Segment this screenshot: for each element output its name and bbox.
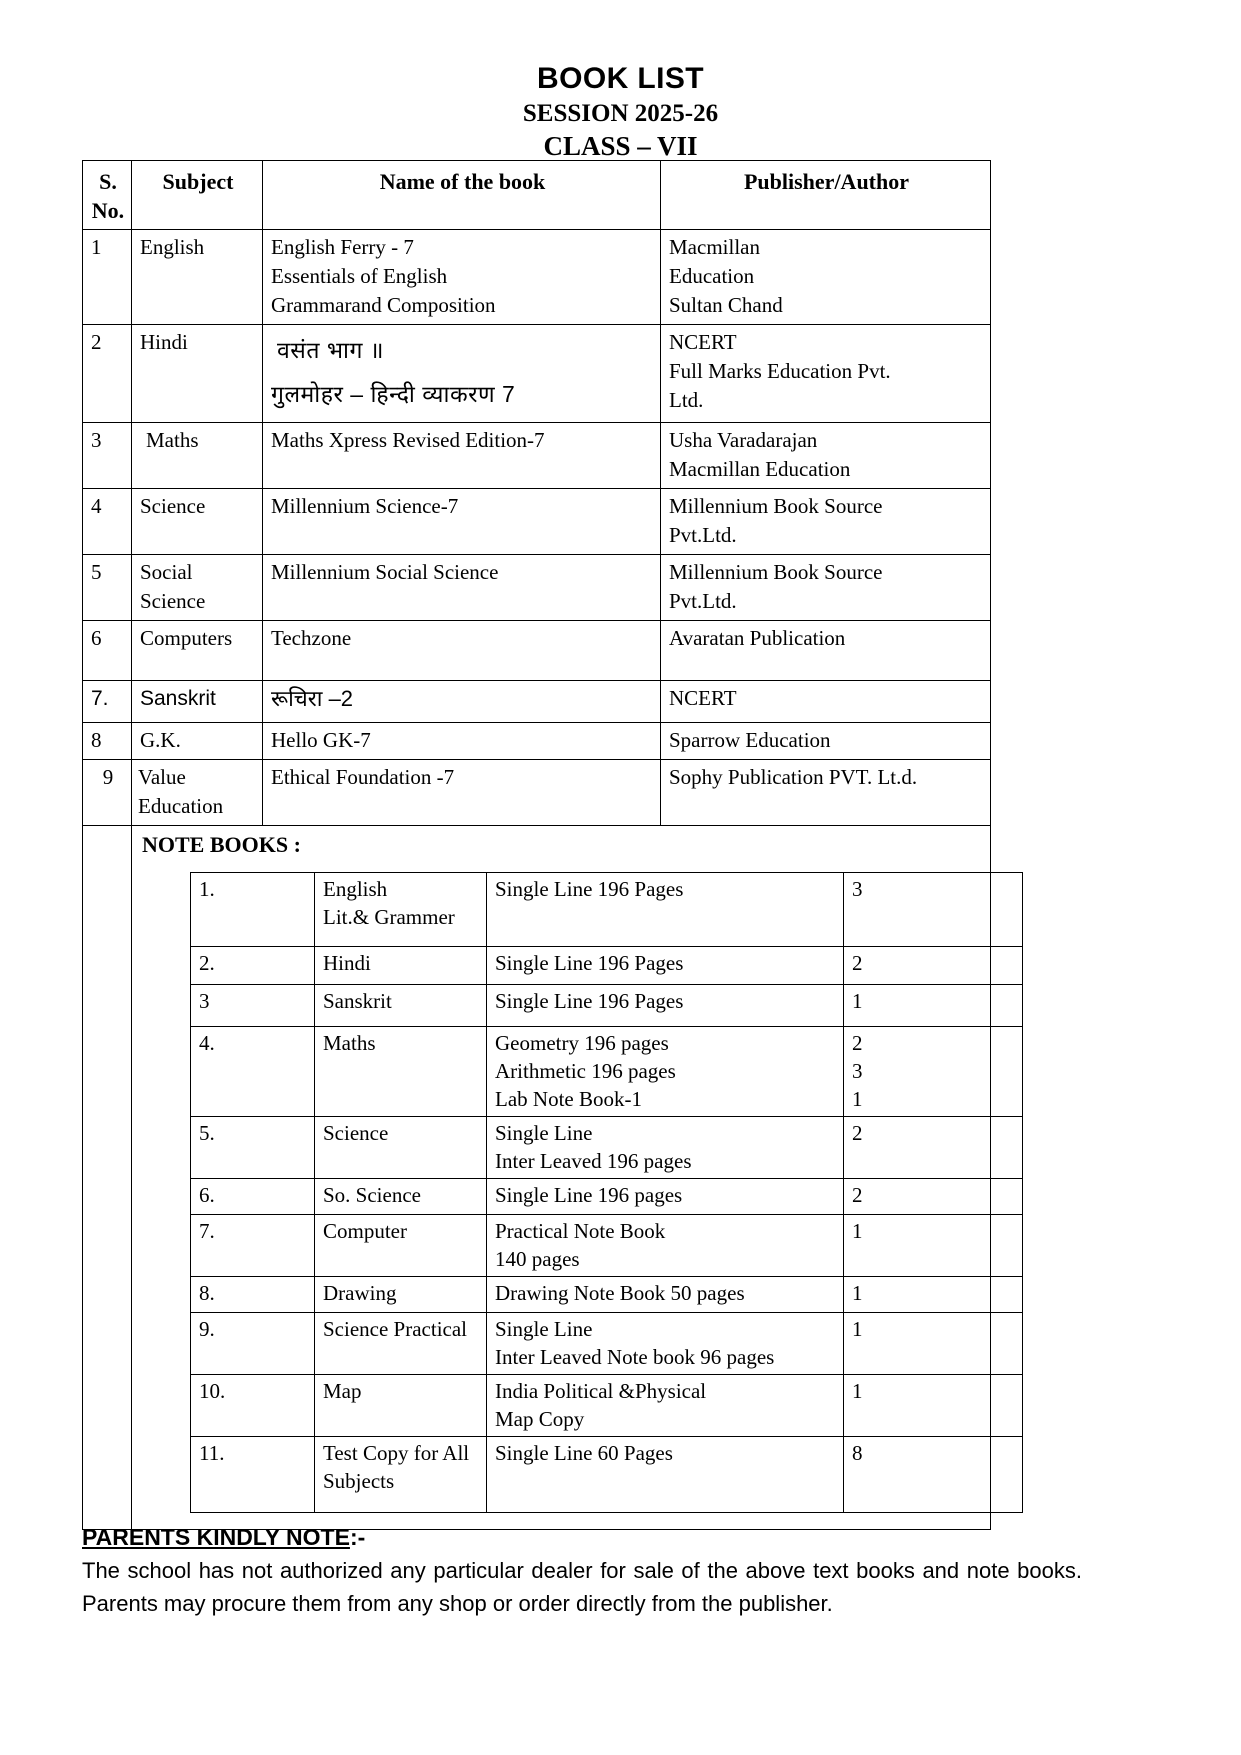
cell-nb-qty: 2: [844, 1179, 1023, 1215]
cell-nb-qty: 1: [844, 1277, 1023, 1313]
cell-publisher: [661, 723, 991, 760]
cell-publisher: [661, 325, 991, 423]
notebook-row: [191, 1375, 1023, 1437]
cell-nb-sno: 8.: [191, 1277, 315, 1313]
cell-nb-subject: Computer: [315, 1215, 487, 1277]
cell-nb-spec: Single Line 196 Pages: [487, 947, 844, 985]
cell-nb-spec: Drawing Note Book 50 pages: [487, 1277, 844, 1313]
cell-nb-subject: Science Practical: [315, 1313, 487, 1375]
cell-book-name: [263, 230, 661, 325]
publisher-name: NCERT: [669, 686, 737, 710]
book-title: रूचिरा –2: [271, 686, 354, 711]
cell-nb-qty: 1: [844, 1215, 1023, 1277]
book-list-table: [82, 160, 991, 1530]
cell-book-name: [263, 423, 661, 489]
cell-nb-spec: Single Line 196 Pages: [487, 985, 844, 1027]
cell-subject: Science: [132, 489, 263, 555]
notebook-row: [191, 1179, 1023, 1215]
publisher-name: Avaratan Publication: [669, 626, 846, 650]
table-row: [83, 325, 991, 423]
column-header-sno: [83, 161, 132, 230]
cell-nb-spec: India Political &Physical Map Copy: [487, 1375, 844, 1437]
notebook-row: [191, 1277, 1023, 1313]
parents-note-body: The school has not authorized any particular dealer for sale of the above text books and note books. Parents may procure them from any shop or order directly from the publisher.: [82, 1558, 1082, 1616]
sno-header-line1: S.: [99, 169, 117, 194]
notebooks-section-row: [83, 826, 991, 1530]
cell-subject: G.K.: [132, 723, 263, 760]
cell-sno: 9: [83, 760, 132, 826]
column-header-book-name: Name of the book: [263, 161, 661, 230]
book-title: Ethical Foundation -7: [271, 765, 455, 789]
notebook-row: [191, 873, 1023, 947]
notebooks-table-body: [191, 873, 1023, 1513]
cell-book-name: [263, 723, 661, 760]
cell-book-name: [263, 325, 661, 423]
cell-nb-spec: Single Line Inter Leaved 196 pages: [487, 1117, 844, 1179]
cell-sno: 4: [83, 489, 132, 555]
publisher-name: Usha Varadarajan: [669, 428, 818, 452]
book-table-body: [83, 230, 991, 1530]
cell-nb-qty: 1: [844, 1375, 1023, 1437]
cell-nb-subject: English Lit.& Grammer: [315, 873, 487, 947]
book-title: गुलमोहर – हिन्दी व्याकरण 7: [271, 381, 516, 407]
notebook-row: [191, 1027, 1023, 1117]
parents-note-heading-suffix: :-: [349, 1524, 366, 1550]
notebooks-container: [132, 826, 991, 1530]
publisher-name: Sparrow Education: [669, 728, 831, 752]
cell-sno: 6: [83, 621, 132, 681]
page-title: BOOK LIST: [537, 62, 704, 95]
cell-nb-spec: Geometry 196 pages Arithmetic 196 pages Lab Note Book-1: [487, 1027, 844, 1117]
publisher-name: Sophy Publication PVT. Lt.d.: [669, 765, 918, 789]
table-row: [83, 760, 991, 826]
cell-nb-subject: Test Copy for All Subjects: [315, 1437, 487, 1513]
cell-publisher: [661, 760, 991, 826]
cell-nb-qty: 8: [844, 1437, 1023, 1513]
cell-nb-sno: 6.: [191, 1179, 315, 1215]
cell-nb-subject: Sanskrit: [315, 985, 487, 1027]
parents-note-heading: [82, 1522, 1162, 1552]
cell-nb-subject: So. Science: [315, 1179, 487, 1215]
cell-nb-sno: 5.: [191, 1117, 315, 1179]
notebooks-spacer-cell: [83, 826, 132, 1530]
cell-subject: Sanskrit: [132, 681, 263, 723]
table-row: [83, 230, 991, 325]
publisher-name: Sultan Chand: [669, 293, 783, 317]
cell-sno: 2: [83, 325, 132, 423]
book-title: Maths Xpress Revised Edition-7: [271, 428, 545, 452]
notebook-row: [191, 1313, 1023, 1375]
table-row: [83, 555, 991, 621]
cell-nb-qty: 2: [844, 947, 1023, 985]
column-header-subject: Subject: [132, 161, 263, 230]
book-title: English Ferry - 7: [271, 235, 414, 259]
cell-subject: Computers: [132, 621, 263, 681]
notebooks-table: [190, 872, 1023, 1513]
cell-nb-subject: Drawing: [315, 1277, 487, 1313]
cell-publisher: [661, 423, 991, 489]
cell-nb-qty: 2: [844, 1117, 1023, 1179]
cell-book-name: [263, 681, 661, 723]
notebook-row: [191, 1215, 1023, 1277]
cell-nb-spec: Practical Note Book 140 pages: [487, 1215, 844, 1277]
sno-header-line2: No.: [91, 198, 125, 223]
publisher-name: Pvt.Ltd.: [669, 523, 737, 547]
table-row: [83, 621, 991, 681]
cell-publisher: [661, 489, 991, 555]
cell-nb-sno: 1.: [191, 873, 315, 947]
cell-nb-subject: Map: [315, 1375, 487, 1437]
cell-nb-qty: 1: [844, 985, 1023, 1027]
cell-book-name: [263, 621, 661, 681]
cell-nb-sno: 9.: [191, 1313, 315, 1375]
cell-sno: 3: [83, 423, 132, 489]
cell-publisher: [661, 555, 991, 621]
cell-sno: 7.: [83, 681, 132, 723]
document-header: [0, 62, 1241, 162]
session-subtitle: SESSION 2025-26: [522, 100, 719, 127]
book-title: Millennium Social Science: [271, 560, 499, 584]
cell-publisher: [661, 681, 991, 723]
notebook-row: [191, 985, 1023, 1027]
cell-nb-subject: Maths: [315, 1027, 487, 1117]
notebook-row: [191, 1437, 1023, 1513]
cell-nb-qty: 3: [844, 873, 1023, 947]
publisher-name: Education: [669, 264, 755, 288]
cell-nb-qty: 2 3 1: [844, 1027, 1023, 1117]
table-row: [83, 489, 991, 555]
publisher-name: Millennium Book Source: [669, 560, 883, 584]
cell-book-name: [263, 489, 661, 555]
cell-nb-sno: 10.: [191, 1375, 315, 1437]
cell-sno: 8: [83, 723, 132, 760]
cell-nb-spec: Single Line 60 Pages: [487, 1437, 844, 1513]
publisher-name: Full Marks Education Pvt.: [669, 359, 891, 383]
cell-nb-sno: 7.: [191, 1215, 315, 1277]
table-row: [83, 681, 991, 723]
cell-subject: Value Education: [132, 760, 263, 826]
publisher-name: Macmillan: [669, 235, 760, 259]
cell-book-name: [263, 760, 661, 826]
book-title: Techzone: [271, 626, 352, 650]
cell-nb-subject: Hindi: [315, 947, 487, 985]
publisher-name: Ltd.: [669, 388, 704, 412]
parents-note-heading-text: PARENTS KINDLY NOTE: [82, 1524, 350, 1550]
table-header-row: [83, 161, 991, 230]
parents-note: [82, 1522, 1162, 1620]
publisher-name: Millennium Book Source: [669, 494, 883, 518]
cell-book-name: [263, 555, 661, 621]
cell-nb-sno: 2.: [191, 947, 315, 985]
cell-nb-spec: Single Line 196 pages: [487, 1179, 844, 1215]
cell-nb-sno: 4.: [191, 1027, 315, 1117]
book-title: वसंत भाग ॥: [277, 337, 385, 363]
cell-nb-sno: 11.: [191, 1437, 315, 1513]
book-title: Hello GK-7: [271, 728, 371, 752]
cell-nb-sno: 3: [191, 985, 315, 1027]
cell-subject: Hindi: [132, 325, 263, 423]
class-subtitle: CLASS – VII: [543, 131, 698, 161]
notebooks-heading: NOTE BOOKS :: [142, 832, 301, 857]
cell-sno: 1: [83, 230, 132, 325]
book-title: Essentials of English: [271, 264, 448, 288]
column-header-publisher: Publisher/Author: [661, 161, 991, 230]
publisher-name: NCERT: [669, 330, 737, 354]
publisher-name: Macmillan Education: [669, 457, 851, 481]
cell-sno: 5: [83, 555, 132, 621]
cell-publisher: [661, 230, 991, 325]
book-title: Grammarand Composition: [271, 293, 496, 317]
cell-nb-qty: 1: [844, 1313, 1023, 1375]
table-row: [83, 423, 991, 489]
cell-subject: Social Science: [132, 555, 263, 621]
notebook-row: [191, 947, 1023, 985]
cell-publisher: [661, 621, 991, 681]
table-row: [83, 723, 991, 760]
notebook-row: [191, 1117, 1023, 1179]
publisher-name: Pvt.Ltd.: [669, 589, 737, 613]
cell-subject: Maths: [132, 423, 263, 489]
cell-subject: English: [132, 230, 263, 325]
cell-nb-spec: Single Line Inter Leaved Note book 96 pages: [487, 1313, 844, 1375]
book-title: Millennium Science-7: [271, 494, 459, 518]
cell-nb-spec: Single Line 196 Pages: [487, 873, 844, 947]
cell-nb-subject: Science: [315, 1117, 487, 1179]
